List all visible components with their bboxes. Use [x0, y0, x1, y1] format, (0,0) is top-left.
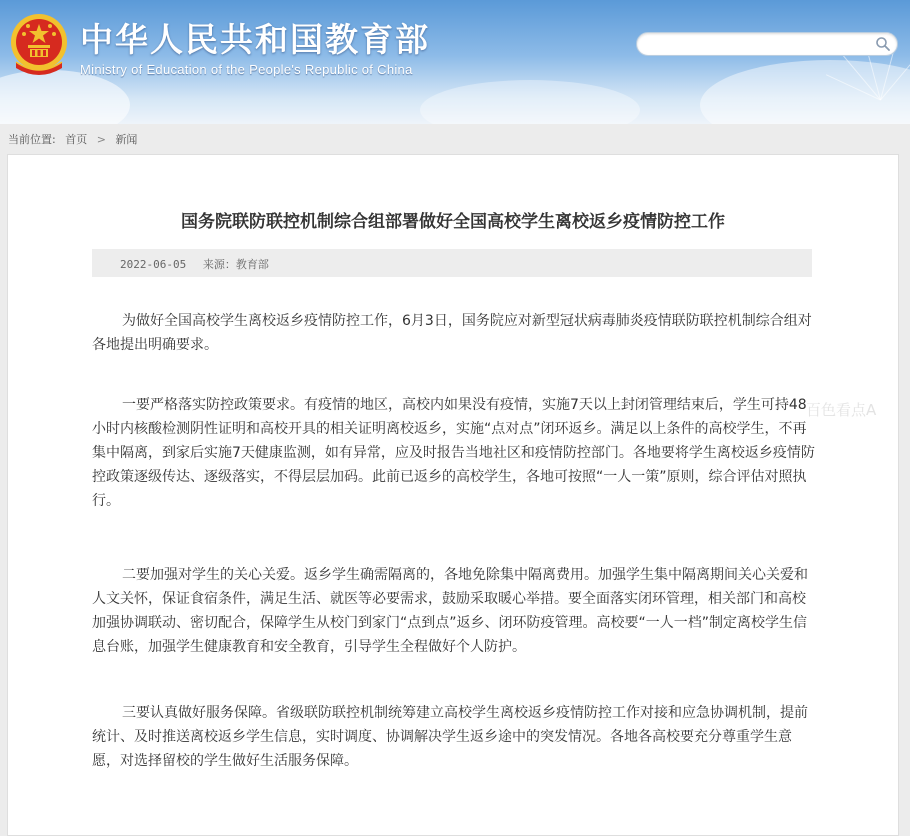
breadcrumb-home-link[interactable]: 首页: [65, 133, 88, 146]
article-meta-bar: [92, 249, 812, 277]
site-title[interactable]: 中华人民共和国教育部: [80, 20, 430, 59]
breadcrumb-news-link[interactable]: 新闻: [115, 133, 138, 146]
breadcrumb: [8, 131, 143, 147]
article-date: 2022-06-05: [120, 258, 187, 271]
watermark-text: 百色看点A: [806, 401, 877, 419]
article-paragraph: 三要认真做好服务保障。省级联防联控机制统筹建立高校学生离校返乡疫情防控工作对接和应急协调机制，提前统计、及时推送离校返乡学生信息，实时调度、协调解决学生返乡途中的突发情况。各地各高校要充分尊重学生意愿，对选择留校的学生做好生活服务保障。: [92, 705, 808, 769]
article-paragraph: 为做好全国高校学生离校返乡疫情防控工作，6月3日，国务院应对新型冠状病毒肺炎疫情联防联控机制综合组对各地提出明确要求。: [92, 313, 812, 353]
header-cloud: [420, 80, 640, 124]
national-emblem-icon: [8, 12, 70, 78]
search-icon[interactable]: [875, 36, 891, 52]
article-source: 来源：教育部: [202, 258, 269, 271]
header-cloud: [0, 70, 130, 124]
article-meta: [120, 256, 279, 272]
article-card: [7, 154, 899, 836]
search-box: [636, 32, 898, 56]
site-subtitle-en: Ministry of Education of the People's Republic of China: [80, 62, 413, 77]
article-paragraph: 二要加强对学生的关心关爱。返乡学生确需隔离的，各地免除集中隔离费用。加强学生集中隔离期间关心关爱和人文关怀，保证食宿条件，满足生活、就医等必要需求，鼓励采取暖心举措。要全面落实闭环管理，相关部门和高校加强协调联动、密切配合，保障学生从校门到家门“点到点”返乡、闭环防疫管理。高校要“一人一档”制定离校学生信息台账，加强学生健康教育和安全教育，引导学生全程做好个人防护。: [92, 567, 808, 655]
site-header: [0, 0, 910, 124]
article-title: 国务院联防联控机制综合组部署做好全国高校学生离校返乡疫情防控工作: [181, 212, 725, 232]
search-input[interactable]: [647, 35, 871, 55]
article-paragraph: 一要严格落实防控政策要求。有疫情的地区，高校内如果没有疫情，实施7天以上封闭管理结束后，学生可持48小时内核酸检测阴性证明和高校开具的相关证明离校返乡，实施“点对点”闭环返乡。满足以上条件的高校学生，不再集中隔离，到家后实施7天健康监测，如有异常，应及时报告当地社区和疫情防控部门。各地要将学生离校返乡疫情防控政策逐级传达、逐级落实，不得层层加码。此前已返乡的高校学生，各地可按照“一人一策”原则，综合评估对照执行。: [92, 397, 815, 509]
breadcrumb-separator: >: [96, 133, 106, 146]
breadcrumb-label: 当前位置:: [8, 133, 56, 146]
